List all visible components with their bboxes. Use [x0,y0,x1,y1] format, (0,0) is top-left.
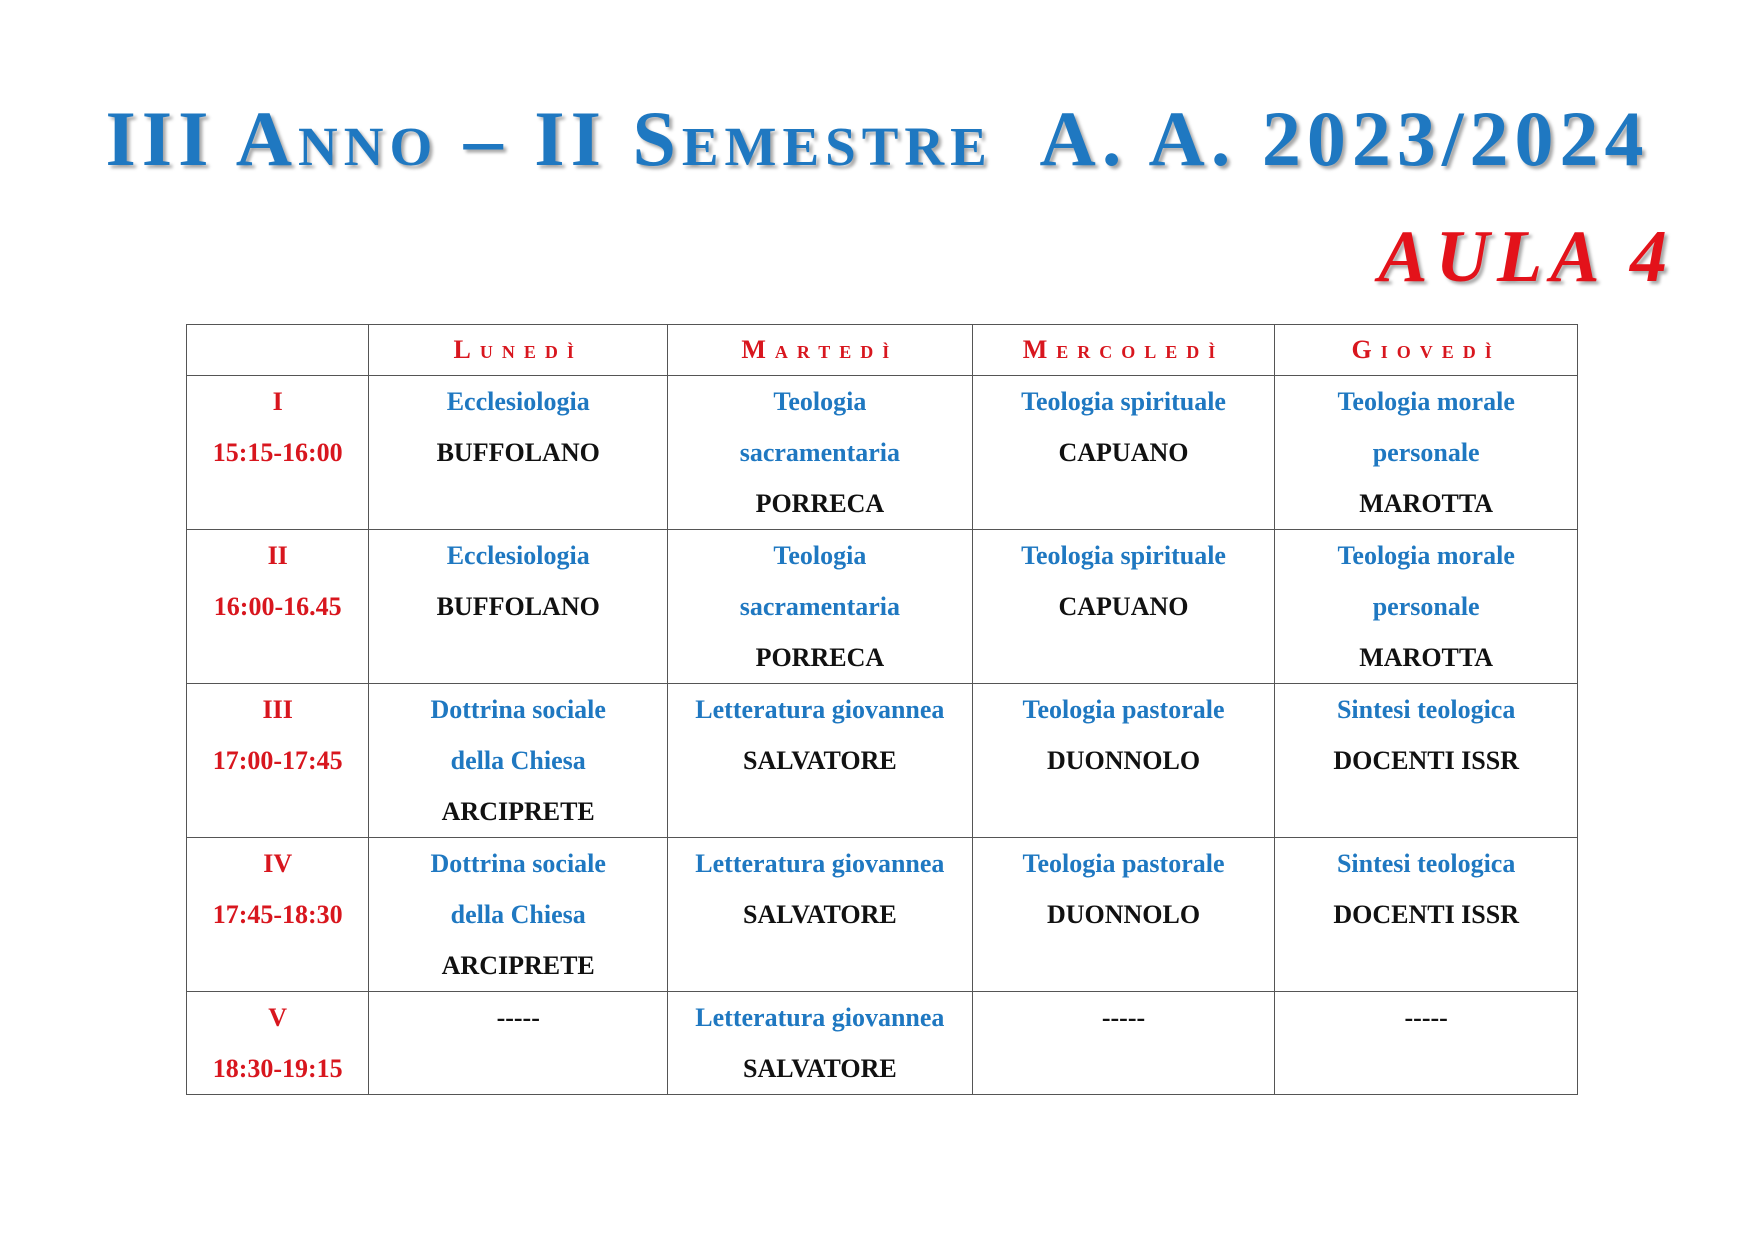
professor-name: MAROTTA [1359,643,1494,672]
header-cell-empty [187,325,369,376]
empty-slot-marker: ----- [1101,1003,1146,1032]
time-slot-cell [187,992,369,1095]
professor-name: DUONNOLO [1046,900,1201,929]
header-cell-thursday: Giovedì [1275,325,1578,376]
course-name: Teologia pastorale [1022,695,1225,724]
header-cell-tuesday: Martedì [668,325,973,376]
header-cell-wednesday: Mercoledì [972,325,1275,376]
course-cell-tuesday [668,838,973,992]
professor-name: BUFFOLANO [436,438,600,467]
course-name: Teologia spirituale [1021,387,1226,416]
header-cell-monday: Lunedì [369,325,668,376]
course-cell-wednesday [972,530,1275,684]
time-slot-cell [187,684,369,838]
course-name: Letteratura giovannea [695,1003,945,1032]
professor-name: DUONNOLO [1046,746,1201,775]
table-row [187,992,1578,1095]
slot-time: 16:00-16.45 [213,592,342,621]
course-cell-monday [369,992,668,1095]
professor-name: PORRECA [755,489,885,518]
slot-number: IV [263,849,293,878]
slot-time: 17:45-18:30 [212,900,343,929]
course-name: Letteratura giovannea [695,849,945,878]
professor-name: CAPUANO [1058,438,1189,467]
course-name: Letteratura giovannea [695,695,945,724]
slot-number: III [262,695,293,724]
course-name: Dottrina sociale [430,695,606,724]
course-cell-wednesday [972,684,1275,838]
time-slot-cell [187,376,369,530]
course-name: della Chiesa [450,746,586,775]
course-name: personale [1372,592,1480,621]
course-name: Sintesi teologica [1336,695,1516,724]
course-cell-thursday [1275,376,1578,530]
course-cell-thursday [1275,530,1578,684]
course-name: Ecclesiologia [446,387,590,416]
course-name: Ecclesiologia [446,541,590,570]
course-name: sacramentaria [739,438,900,467]
slot-time: 17:00-17:45 [212,746,343,775]
professor-name: ARCIPRETE [441,951,595,980]
course-cell-wednesday [972,838,1275,992]
slot-number: II [267,541,288,570]
course-name: Teologia pastorale [1022,849,1225,878]
course-name: Teologia [773,541,867,570]
table-row [187,376,1578,530]
professor-name: MAROTTA [1359,489,1494,518]
professor-name: DOCENTI ISSR [1333,900,1519,929]
table-row [187,530,1578,684]
schedule-table [186,324,1578,1095]
room-label: AULA 4 [1378,216,1675,298]
course-cell-wednesday [972,376,1275,530]
course-cell-tuesday [668,992,973,1095]
slot-time: 18:30-19:15 [212,1054,343,1083]
course-cell-monday [369,530,668,684]
course-cell-monday [369,838,668,992]
course-name: Teologia morale [1337,541,1515,570]
header-row [187,325,1578,376]
course-name: Sintesi teologica [1336,849,1516,878]
professor-name: SALVATORE [743,900,897,929]
professor-name: CAPUANO [1058,592,1189,621]
course-cell-tuesday [668,684,973,838]
empty-slot-marker: ----- [1404,1003,1448,1032]
course-cell-thursday [1275,684,1578,838]
slot-time: 15:15-16:00 [212,438,343,467]
course-name: Teologia morale [1337,387,1515,416]
course-cell-tuesday [668,530,973,684]
empty-slot-marker: ----- [496,1003,540,1032]
time-slot-cell [187,530,369,684]
table-row [187,684,1578,838]
course-name: personale [1372,438,1480,467]
course-cell-thursday [1275,838,1578,992]
slot-number: V [268,1003,288,1032]
course-cell-monday [369,684,668,838]
course-name: della Chiesa [450,900,586,929]
course-name: Teologia spirituale [1021,541,1226,570]
course-name: sacramentaria [739,592,900,621]
professor-name: SALVATORE [743,746,897,775]
course-cell-tuesday [668,376,973,530]
professor-name: ARCIPRETE [441,797,595,826]
course-cell-thursday [1275,992,1578,1095]
page-title: III Anno – II Semestre A. A. 2023/2024 [105,95,1650,182]
professor-name: BUFFOLANO [436,592,600,621]
professor-name: DOCENTI ISSR [1333,746,1519,775]
course-name: Dottrina sociale [430,849,606,878]
professor-name: PORRECA [755,643,885,672]
course-cell-monday [369,376,668,530]
time-slot-cell [187,838,369,992]
course-cell-wednesday [972,992,1275,1095]
slot-number: I [272,387,283,416]
professor-name: SALVATORE [743,1054,897,1083]
course-name: Teologia [773,387,867,416]
table-row [187,838,1578,992]
